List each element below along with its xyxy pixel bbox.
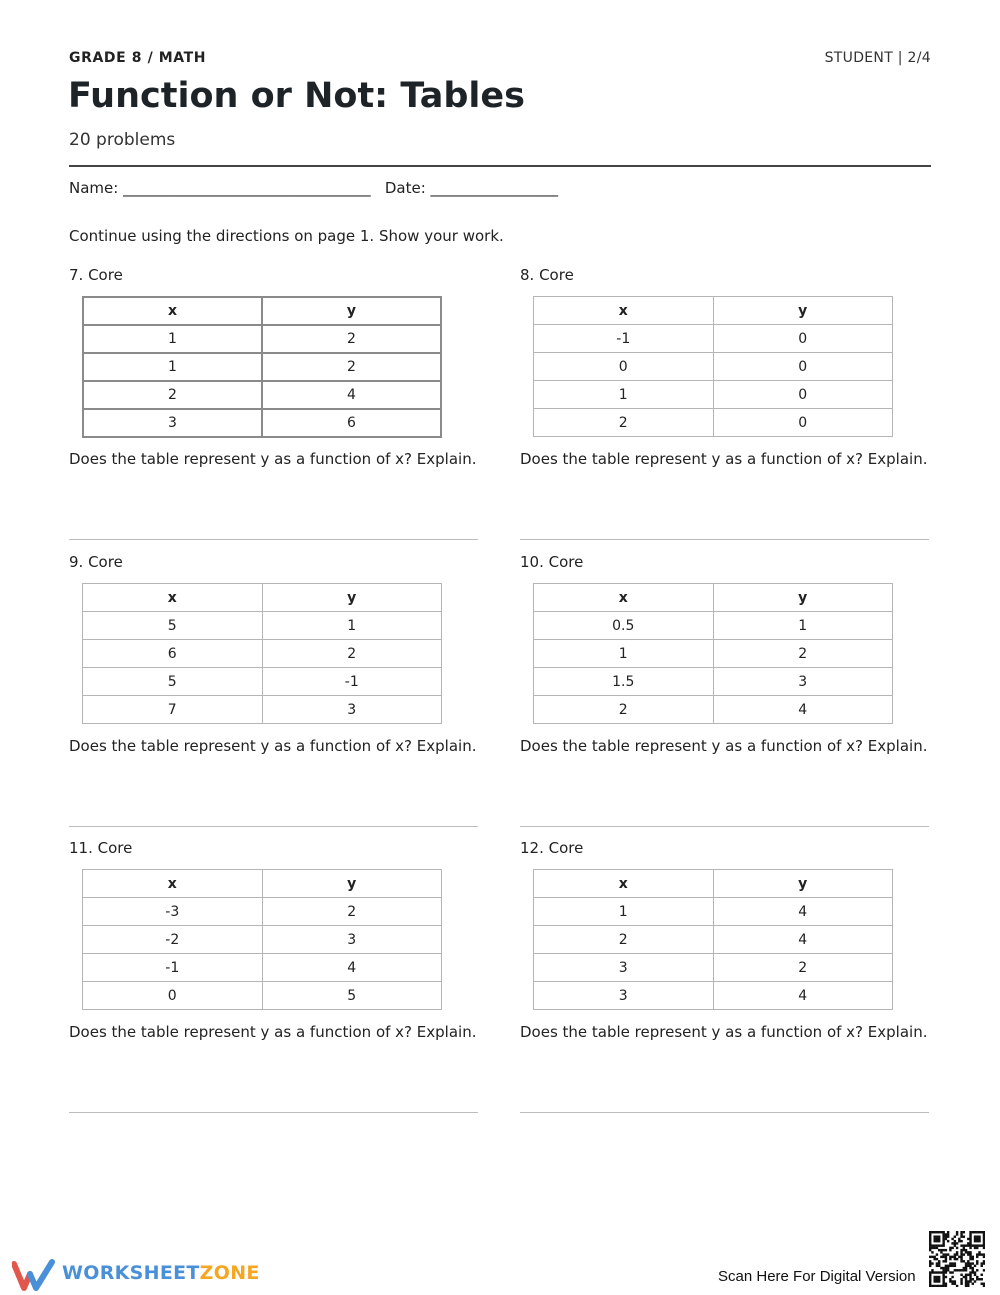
brand-word-zone: ZONE (199, 1262, 260, 1284)
x-cell: 2 (534, 409, 714, 437)
table-row (534, 954, 893, 982)
answer-line[interactable] (69, 826, 478, 827)
scan-caption: Scan Here For Digital Version (718, 1268, 916, 1285)
problem-question: Does the table represent y as a function of x? Explain. (520, 450, 928, 468)
problem-label: 10. Core (520, 553, 584, 571)
y-column-header: y (262, 584, 442, 612)
x-cell: 1 (534, 640, 714, 668)
y-cell: 2 (262, 353, 441, 381)
page-title: Function or Not: Tables (68, 76, 525, 116)
y-cell: 0 (713, 353, 893, 381)
instructions: Continue using the directions on page 1. Show your work. (69, 227, 504, 245)
xy-table (82, 296, 442, 438)
table-row (534, 353, 893, 381)
table-row (534, 696, 893, 724)
table-row (83, 668, 442, 696)
problem-count: 20 problems (69, 130, 176, 150)
x-column-header: x (83, 584, 263, 612)
x-cell: 1 (83, 325, 262, 353)
table-row (534, 325, 893, 353)
y-cell: 3 (262, 696, 442, 724)
x-cell: 3 (83, 409, 262, 437)
y-cell: 3 (713, 668, 893, 696)
y-cell: 5 (262, 982, 442, 1010)
problem-label: 8. Core (520, 266, 574, 284)
problem-label: 12. Core (520, 839, 584, 857)
table-row (534, 409, 893, 437)
x-column-header: x (534, 870, 714, 898)
x-cell: 2 (534, 696, 714, 724)
x-cell: 2 (83, 381, 262, 409)
header-divider (69, 165, 931, 167)
page-info: STUDENT | 2/4 (824, 50, 931, 66)
y-column-header: y (713, 297, 893, 325)
name-date-fields[interactable]: Name: _________________________________ Date: _________________ (69, 179, 559, 197)
y-cell: 4 (713, 982, 893, 1010)
table-row (83, 409, 441, 437)
x-cell: 1 (83, 353, 262, 381)
y-cell: -1 (262, 668, 442, 696)
grade-subject-label: GRADE 8 / MATH (69, 50, 207, 66)
x-column-header: x (83, 297, 262, 325)
y-cell: 1 (262, 612, 442, 640)
table-header-row (83, 584, 442, 612)
table-row (534, 381, 893, 409)
x-cell: 3 (534, 954, 714, 982)
xy-table (533, 869, 893, 1010)
answer-line[interactable] (520, 1112, 929, 1113)
table-row (83, 696, 442, 724)
table-row (83, 898, 442, 926)
x-cell: 5 (83, 668, 263, 696)
x-cell: -3 (83, 898, 263, 926)
problem-question: Does the table represent y as a function of x? Explain. (69, 1023, 477, 1041)
table-row (83, 381, 441, 409)
x-cell: -1 (83, 954, 263, 982)
x-cell: -2 (83, 926, 263, 954)
x-cell: 7 (83, 696, 263, 724)
answer-line[interactable] (69, 539, 478, 540)
y-cell: 0 (713, 325, 893, 353)
table-row (83, 982, 442, 1010)
worksheetzone-logo-icon (12, 1258, 56, 1292)
y-column-header: y (713, 584, 893, 612)
qr-code-icon[interactable] (929, 1231, 985, 1287)
y-cell: 2 (713, 640, 893, 668)
y-column-header: y (713, 870, 893, 898)
problem-question: Does the table represent y as a function of x? Explain. (69, 737, 477, 755)
y-cell: 2 (262, 325, 441, 353)
table-header-row (534, 584, 893, 612)
table-row (83, 640, 442, 668)
y-cell: 3 (262, 926, 442, 954)
x-cell: 2 (534, 926, 714, 954)
y-cell: 2 (262, 640, 442, 668)
x-cell: 0 (534, 353, 714, 381)
table-row (83, 353, 441, 381)
table-row (534, 668, 893, 696)
table-row (534, 926, 893, 954)
y-cell: 4 (262, 381, 441, 409)
problem-question: Does the table represent y as a function of x? Explain. (69, 450, 477, 468)
x-cell: 1.5 (534, 668, 714, 696)
table-row (534, 640, 893, 668)
table-row (534, 898, 893, 926)
y-column-header: y (262, 297, 441, 325)
x-cell: 3 (534, 982, 714, 1010)
brand-wordmark (62, 1262, 260, 1284)
y-column-header: y (262, 870, 442, 898)
answer-line[interactable] (520, 539, 929, 540)
x-cell: 0.5 (534, 612, 714, 640)
table-row (83, 612, 442, 640)
y-cell: 4 (713, 926, 893, 954)
answer-line[interactable] (520, 826, 929, 827)
problem-question: Does the table represent y as a function of x? Explain. (520, 1023, 928, 1041)
y-cell: 0 (713, 409, 893, 437)
y-cell: 4 (262, 954, 442, 982)
x-column-header: x (83, 870, 263, 898)
y-cell: 0 (713, 381, 893, 409)
x-cell: -1 (534, 325, 714, 353)
table-row (534, 612, 893, 640)
xy-table (82, 869, 442, 1010)
xy-table (82, 583, 442, 724)
table-row (83, 954, 442, 982)
x-cell: 6 (83, 640, 263, 668)
x-cell: 5 (83, 612, 263, 640)
table-header-row (83, 297, 441, 325)
table-row (534, 982, 893, 1010)
x-cell: 1 (534, 381, 714, 409)
table-header-row (534, 870, 893, 898)
x-cell: 0 (83, 982, 263, 1010)
answer-line[interactable] (69, 1112, 478, 1113)
problem-label: 11. Core (69, 839, 133, 857)
y-cell: 1 (713, 612, 893, 640)
table-row (83, 926, 442, 954)
y-cell: 6 (262, 409, 441, 437)
table-header-row (534, 297, 893, 325)
xy-table (533, 296, 893, 437)
problem-label: 7. Core (69, 266, 123, 284)
brand-word-worksheet: WORKSHEET (62, 1262, 200, 1284)
y-cell: 4 (713, 696, 893, 724)
xy-table (533, 583, 893, 724)
y-cell: 2 (262, 898, 442, 926)
x-column-header: x (534, 297, 714, 325)
table-row (83, 325, 441, 353)
problem-label: 9. Core (69, 553, 123, 571)
x-column-header: x (534, 584, 714, 612)
table-header-row (83, 870, 442, 898)
x-cell: 1 (534, 898, 714, 926)
problem-question: Does the table represent y as a function of x? Explain. (520, 737, 928, 755)
y-cell: 2 (713, 954, 893, 982)
y-cell: 4 (713, 898, 893, 926)
